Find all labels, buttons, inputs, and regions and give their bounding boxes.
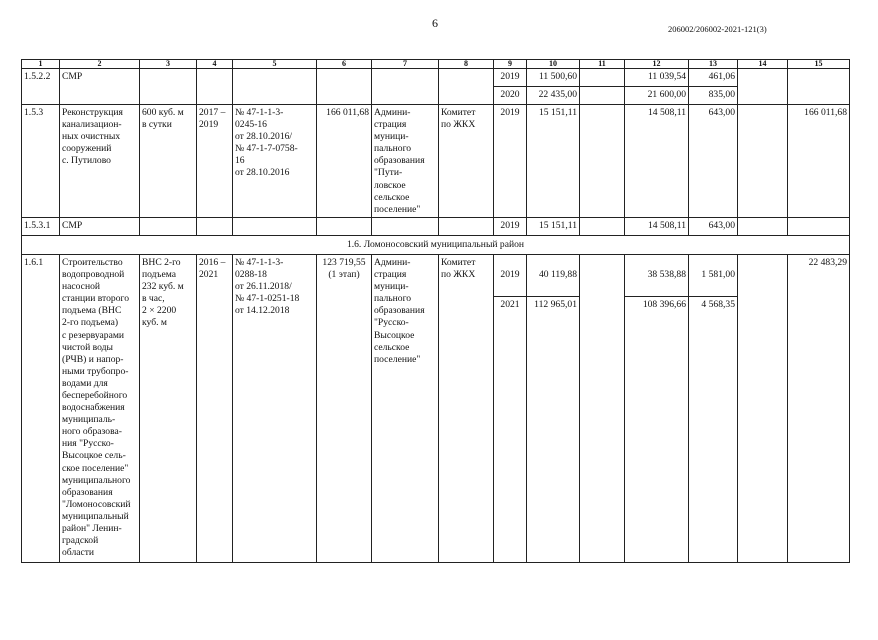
object-name: Реконструкция канализацион- ных очистных сооружений с. Путилово — [60, 105, 140, 218]
header-cell: 3 — [140, 60, 197, 69]
table-row — [22, 105, 850, 218]
amount-total: 112 965,01 — [527, 296, 579, 311]
empty-cell — [372, 217, 439, 235]
remaining-cost: 166 011,68 — [788, 105, 850, 218]
amount-total: 15 151,11 — [527, 105, 580, 218]
amount-local: 461,06 — [689, 69, 738, 87]
empty-cell — [738, 254, 788, 562]
empty-cell — [140, 69, 197, 105]
object-name: СМР — [60, 69, 140, 105]
year: 2019 — [494, 69, 527, 87]
header-cell: 8 — [439, 60, 494, 69]
amount-local: 835,00 — [689, 87, 738, 105]
amount-total: 11 500,60 — [527, 69, 580, 87]
expertise-number: № 47-1-1-3- 0288-18 от 26.11.2018/ № 47-1-0251-18 от 14.12.2018 — [233, 254, 317, 562]
amount-regional: 14 508,11 — [625, 105, 689, 218]
empty-cell — [233, 69, 317, 105]
empty-cell — [197, 217, 233, 235]
empty-cell — [439, 69, 494, 105]
header-cell: 2 — [60, 60, 140, 69]
document-id: 206002/206002-2021-121(3) — [668, 24, 767, 34]
header-cell: 5 — [233, 60, 317, 69]
page-number: 6 — [432, 16, 438, 30]
empty-cell — [233, 217, 317, 235]
amount-local: 4 568,35 — [689, 296, 737, 311]
section-title: 1.6. Ломоносовский муниципальный район — [22, 235, 850, 254]
header-row — [22, 60, 850, 69]
empty-cell — [580, 69, 625, 87]
header-cell: 6 — [317, 60, 372, 69]
amount-total: 15 151,11 — [527, 217, 580, 235]
amount-total: 40 119,88 — [538, 269, 577, 281]
remaining-cost: 22 483,29 — [788, 254, 850, 562]
empty-cell — [372, 69, 439, 105]
header-cell: 4 — [197, 60, 233, 69]
year: 2021 — [494, 296, 526, 311]
year: 2019 — [500, 269, 520, 281]
empty-cell — [788, 217, 850, 235]
header-cell: 11 — [580, 60, 625, 69]
header-cell: 15 — [788, 60, 850, 69]
empty-cell — [738, 69, 788, 105]
estimated-cost: 166 011,68 — [317, 105, 372, 218]
program-table — [21, 59, 850, 563]
amount-regional-cell — [625, 254, 689, 562]
year: 2019 — [494, 105, 527, 218]
amount-regional: 38 538,88 — [647, 269, 686, 281]
amount-total: 22 435,00 — [527, 87, 580, 105]
header-cell: 7 — [372, 60, 439, 69]
year: 2020 — [494, 87, 527, 105]
empty-cell — [738, 217, 788, 235]
amount-regional: 108 396,66 — [625, 296, 688, 311]
empty-cell — [580, 87, 625, 105]
amount-regional: 14 508,11 — [625, 217, 689, 235]
responsible: Комитет по ЖКХ — [439, 105, 494, 218]
row-number: 1.5.3.1 — [22, 217, 60, 235]
period: 2016 – 2021 — [197, 254, 233, 562]
amount-regional: 11 039,54 — [625, 69, 689, 87]
year-cell — [494, 254, 527, 562]
object-name: Строительство водопроводной насосной станции второго подъема (ВНС 2-го подъема) с резервуарами чистой воды (РЧВ) и напор- ными трубопро- водами для бесперебойного водоснабжения муниципаль- ного образова- ния "Русско- Высоцкое сель- ское поселение" муниципального образования "Ломоносовский муниципальный район" Ленин- градской области — [60, 254, 140, 562]
empty-cell — [580, 254, 625, 562]
empty-cell — [197, 69, 233, 105]
empty-cell — [580, 105, 625, 218]
header-cell: 10 — [527, 60, 580, 69]
table-row — [22, 254, 850, 562]
responsible: Комитет по ЖКХ — [439, 254, 494, 562]
header-cell: 12 — [625, 60, 689, 69]
expertise-number: № 47-1-1-3- 0245-16 от 28.10.2016/ № 47-1-7-0758- 16 от 28.10.2016 — [233, 105, 317, 218]
amount-local: 643,00 — [689, 105, 738, 218]
amount-local: 1 581,00 — [701, 269, 735, 281]
capacity: 600 куб. м в сутки — [140, 105, 197, 218]
estimated-cost: 123 719,55 (1 этап) — [317, 254, 372, 562]
empty-cell — [317, 217, 372, 235]
table-row — [22, 217, 850, 235]
amount-local: 643,00 — [689, 217, 738, 235]
amount-local-cell — [689, 254, 738, 562]
capacity: ВНС 2-го подъема 232 куб. м в час, 2 × 2200 куб. м — [140, 254, 197, 562]
empty-cell — [317, 69, 372, 105]
empty-cell — [580, 217, 625, 235]
section-row — [22, 235, 850, 254]
empty-cell — [439, 217, 494, 235]
object-name: СМР — [60, 217, 140, 235]
header-cell: 1 — [22, 60, 60, 69]
row-number: 1.6.1 — [22, 254, 60, 562]
header-cell: 13 — [689, 60, 738, 69]
customer: Админи- страция муници- пального образования "Русско- Высоцкое сельское поселение" — [372, 254, 439, 562]
year: 2019 — [494, 217, 527, 235]
header-cell: 9 — [494, 60, 527, 69]
amount-regional: 21 600,00 — [625, 87, 689, 105]
empty-cell — [738, 105, 788, 218]
header-cell: 14 — [738, 60, 788, 69]
row-number: 1.5.2.2 — [22, 69, 60, 105]
amount-total-cell — [527, 254, 580, 562]
row-number: 1.5.3 — [22, 105, 60, 218]
empty-cell — [788, 69, 850, 105]
table-row — [22, 69, 850, 87]
period: 2017 – 2019 — [197, 105, 233, 218]
empty-cell — [140, 217, 197, 235]
customer: Админи- страция муници- пального образования "Пути- ловское сельское поселение" — [372, 105, 439, 218]
